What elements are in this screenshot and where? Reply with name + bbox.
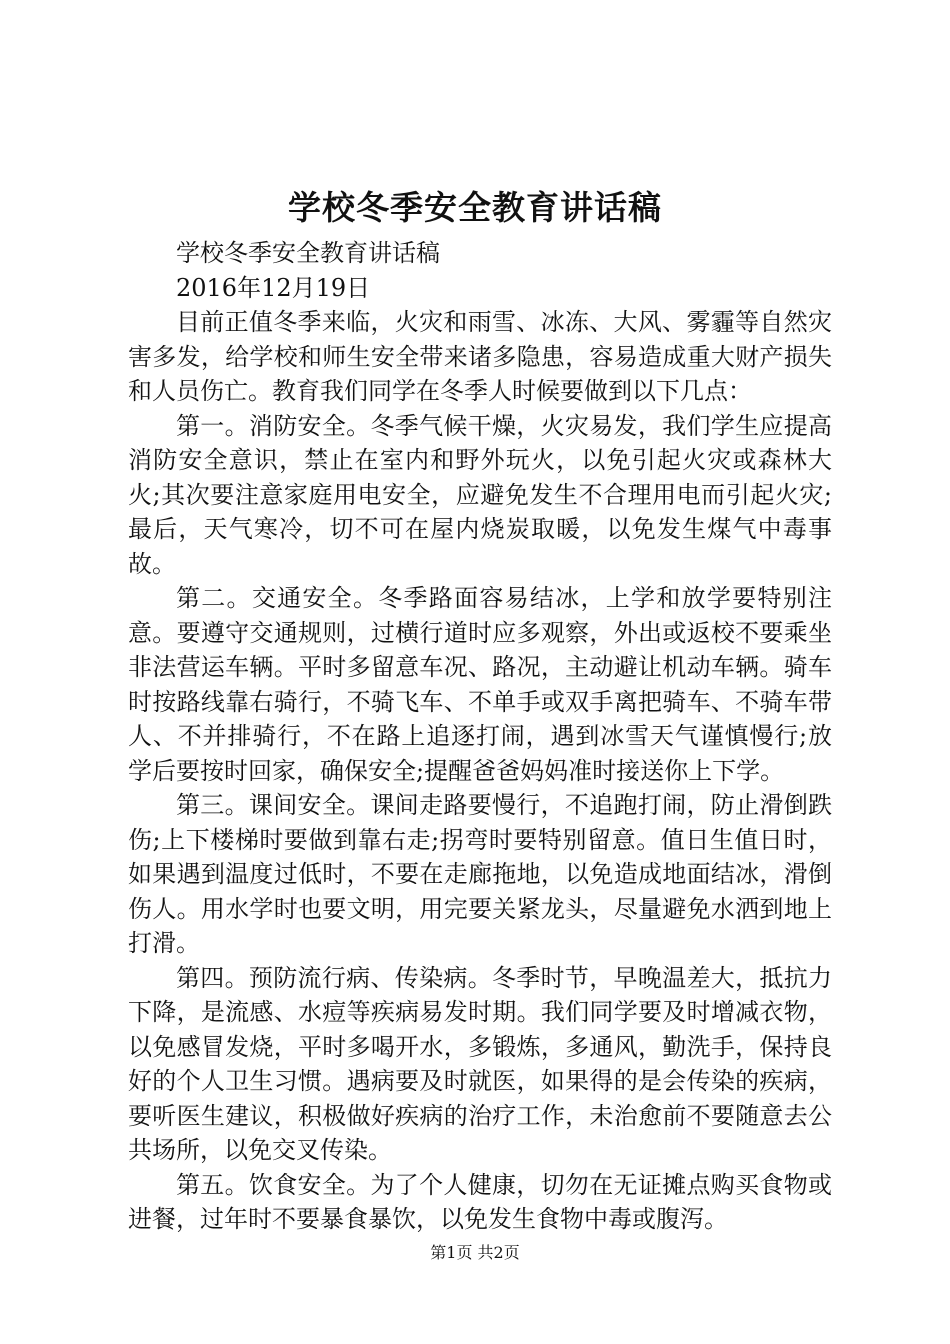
paragraph-intro: 目前正值冬季来临，火灾和雨雪、冰冻、大风、雾霾等自然灾害多发，给学校和师生安全带来诸多隐患，容易造成重大财产损失和人员伤亡。教育我们同学在冬季人时候要做到以下几点： bbox=[128, 308, 832, 405]
date-line: 2016年12月19日 bbox=[176, 273, 371, 302]
page-number-footer: 第1页 共2页 bbox=[430, 1243, 520, 1262]
paragraph-fire-safety: 第一。消防安全。冬季气候干燥，火灾易发，我们学生应提高消防安全意识，禁止在室内和野外玩火，以免引起火灾或森林大火;其次要注意家庭用电安全，应避免发生不合理用电而引起火灾;最后，天气寒冷，切不可在屋内烧炭取暖，以免发生煤气中毒事故。 bbox=[128, 411, 832, 578]
document-body bbox=[128, 236, 832, 1237]
paragraph-food-safety: 第五。饮食安全。为了个人健康，切勿在无证摊点购买食物或进餐，过年时不要暴食暴饮，以免发生食物中毒或腹泻。 bbox=[128, 1170, 832, 1233]
document-title: 学校冬季安全教育讲话稿 bbox=[288, 188, 662, 227]
paragraph-recess-safety: 第三。课间安全。课间走路要慢行，不追跑打闹，防止滑倒跌伤;上下楼梯时要做到靠右走;拐弯时要特别留意。值日生值日时，如果遇到温度过低时，不要在走廊拖地，以免造成地面结冰，滑倒伤人。用水学时也要文明，用完要关紧龙头，尽量避免水洒到地上打滑。 bbox=[128, 791, 832, 957]
paragraph-disease-prevention: 第四。预防流行病、传染病。冬季时节，早晚温差大，抵抗力下降，是流感、水痘等疾病易发时期。我们同学要及时增减衣物，以免感冒发烧，平时多喝开水，多锻炼，多通风，勤洗手，保持良好的个人卫生习惯。遇病要及时就医，如果得的是会传染的疾病，要听医生建议，积极做好疾病的治疗工作，未治愈前不要随意去公共场所，以免交叉传染。 bbox=[128, 963, 832, 1164]
paragraph-traffic-safety: 第二。交通安全。冬季路面容易结冰，上学和放学要特别注意。要遵守交通规则，过横行道时应多观察，外出或返校不要乘坐非法营运车辆。平时多留意车况、路况，主动避让机动车辆。骑车时按路线靠右骑行，不骑飞车、不单手或双手离把骑车、不骑车带人、不并排骑行，不在路上追逐打闹，遇到冰雪天气谨慎慢行;放学后要按时回家，确保安全;提醒爸爸妈妈准时接送你上下学。 bbox=[128, 584, 832, 785]
subtitle-line: 学校冬季安全教育讲话稿 bbox=[176, 239, 440, 267]
